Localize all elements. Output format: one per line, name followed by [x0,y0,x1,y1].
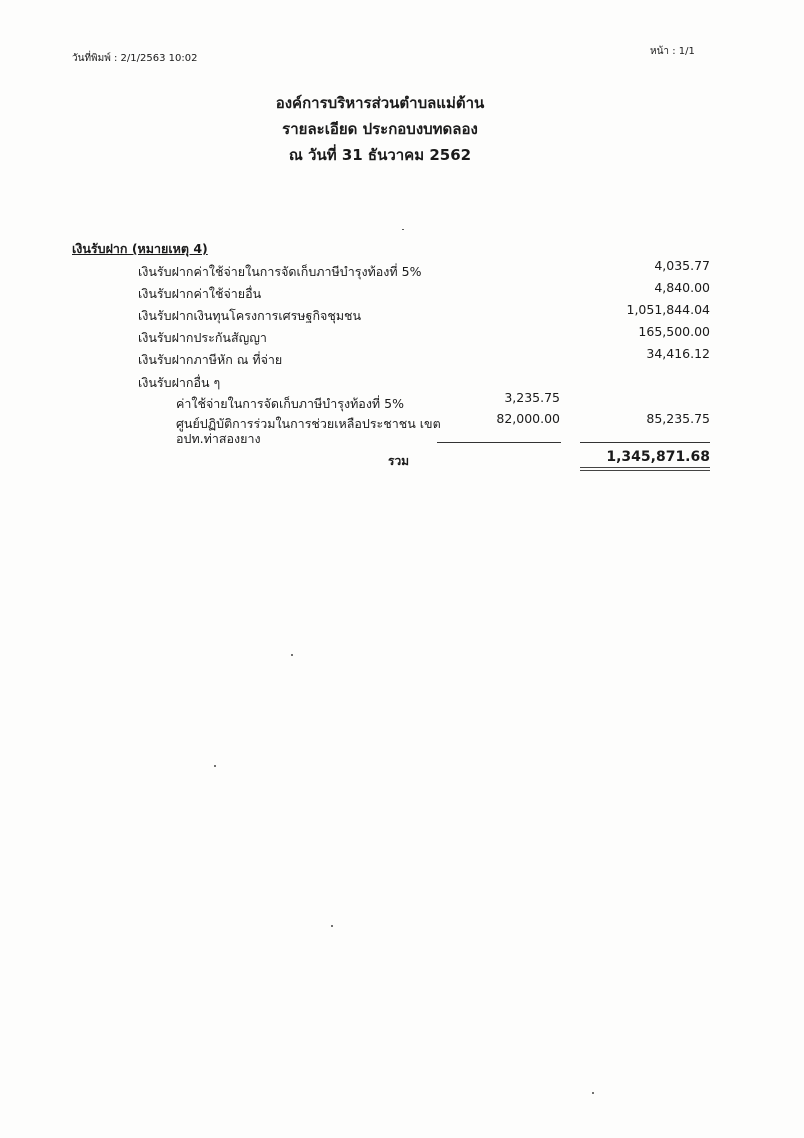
page-number: หน้า : 1/1 [650,46,695,57]
other-deposits-label: เงินรับฝากอื่น ๆ [138,375,221,390]
line-item-label: เงินรับฝากค่าใช้จ่ายอื่น [138,286,262,301]
scan-speck [291,654,293,656]
section-heading: เงินรับฝาก (หมายเหตุ 4) [72,241,208,256]
line-item-label: เงินรับฝากภาษีหัก ณ ที่จ่าย [138,352,283,367]
line-item-label: เงินรับฝากประกันสัญญา [138,330,267,345]
sub-line-item-label: ศูนย์ปฏิบัติการร่วมในการช่วยเหลือประชาชน เขต [176,416,441,431]
line-item-amount: 4,840.00 [654,280,710,295]
total-double-rule [580,467,710,471]
report-date: ณ วันที่ 31 ธันวาคม 2562 [288,146,472,164]
sub-line-item-amount: 82,000.00 [496,411,560,426]
other-deposits-subtotal: 85,235.75 [646,411,710,426]
line-item-amount: 34,416.12 [646,346,710,361]
scan-speck [402,229,404,230]
scan-speck [331,925,333,927]
grand-total: 1,345,871.68 [606,449,710,465]
sub-line-item-label-cont: อปท.ท่าสองยาง [176,431,261,446]
line-item-label: เงินรับฝากเงินทุนโครงการเศรษฐกิจชุมชน [138,308,362,323]
line-item-amount: 165,500.00 [638,324,710,339]
scan-speck [214,765,216,767]
page-subtitle: รายละเอียด ประกอบงบทดลอง [282,120,478,138]
subtotal-rule [580,442,710,443]
sub-line-item-label: ค่าใช้จ่ายในการจัดเก็บภาษีบำรุงท้องที่ 5% [176,396,404,411]
total-label: รวม [388,454,410,468]
line-item-amount: 4,035.77 [654,258,710,273]
page-title: องค์การบริหารส่วนตำบลแม่ต้าน [275,94,485,112]
subtotal-rule [437,442,561,443]
line-item-label: เงินรับฝากค่าใช้จ่ายในการจัดเก็บภาษีบำรุงท้องที่ 5% [138,264,422,279]
line-item-amount: 1,051,844.04 [626,302,710,317]
scan-speck [592,1092,594,1094]
sub-line-item-amount: 3,235.75 [504,390,560,405]
print-date: วันที่พิมพ์ : 2/1/2563 10:02 [72,53,198,64]
